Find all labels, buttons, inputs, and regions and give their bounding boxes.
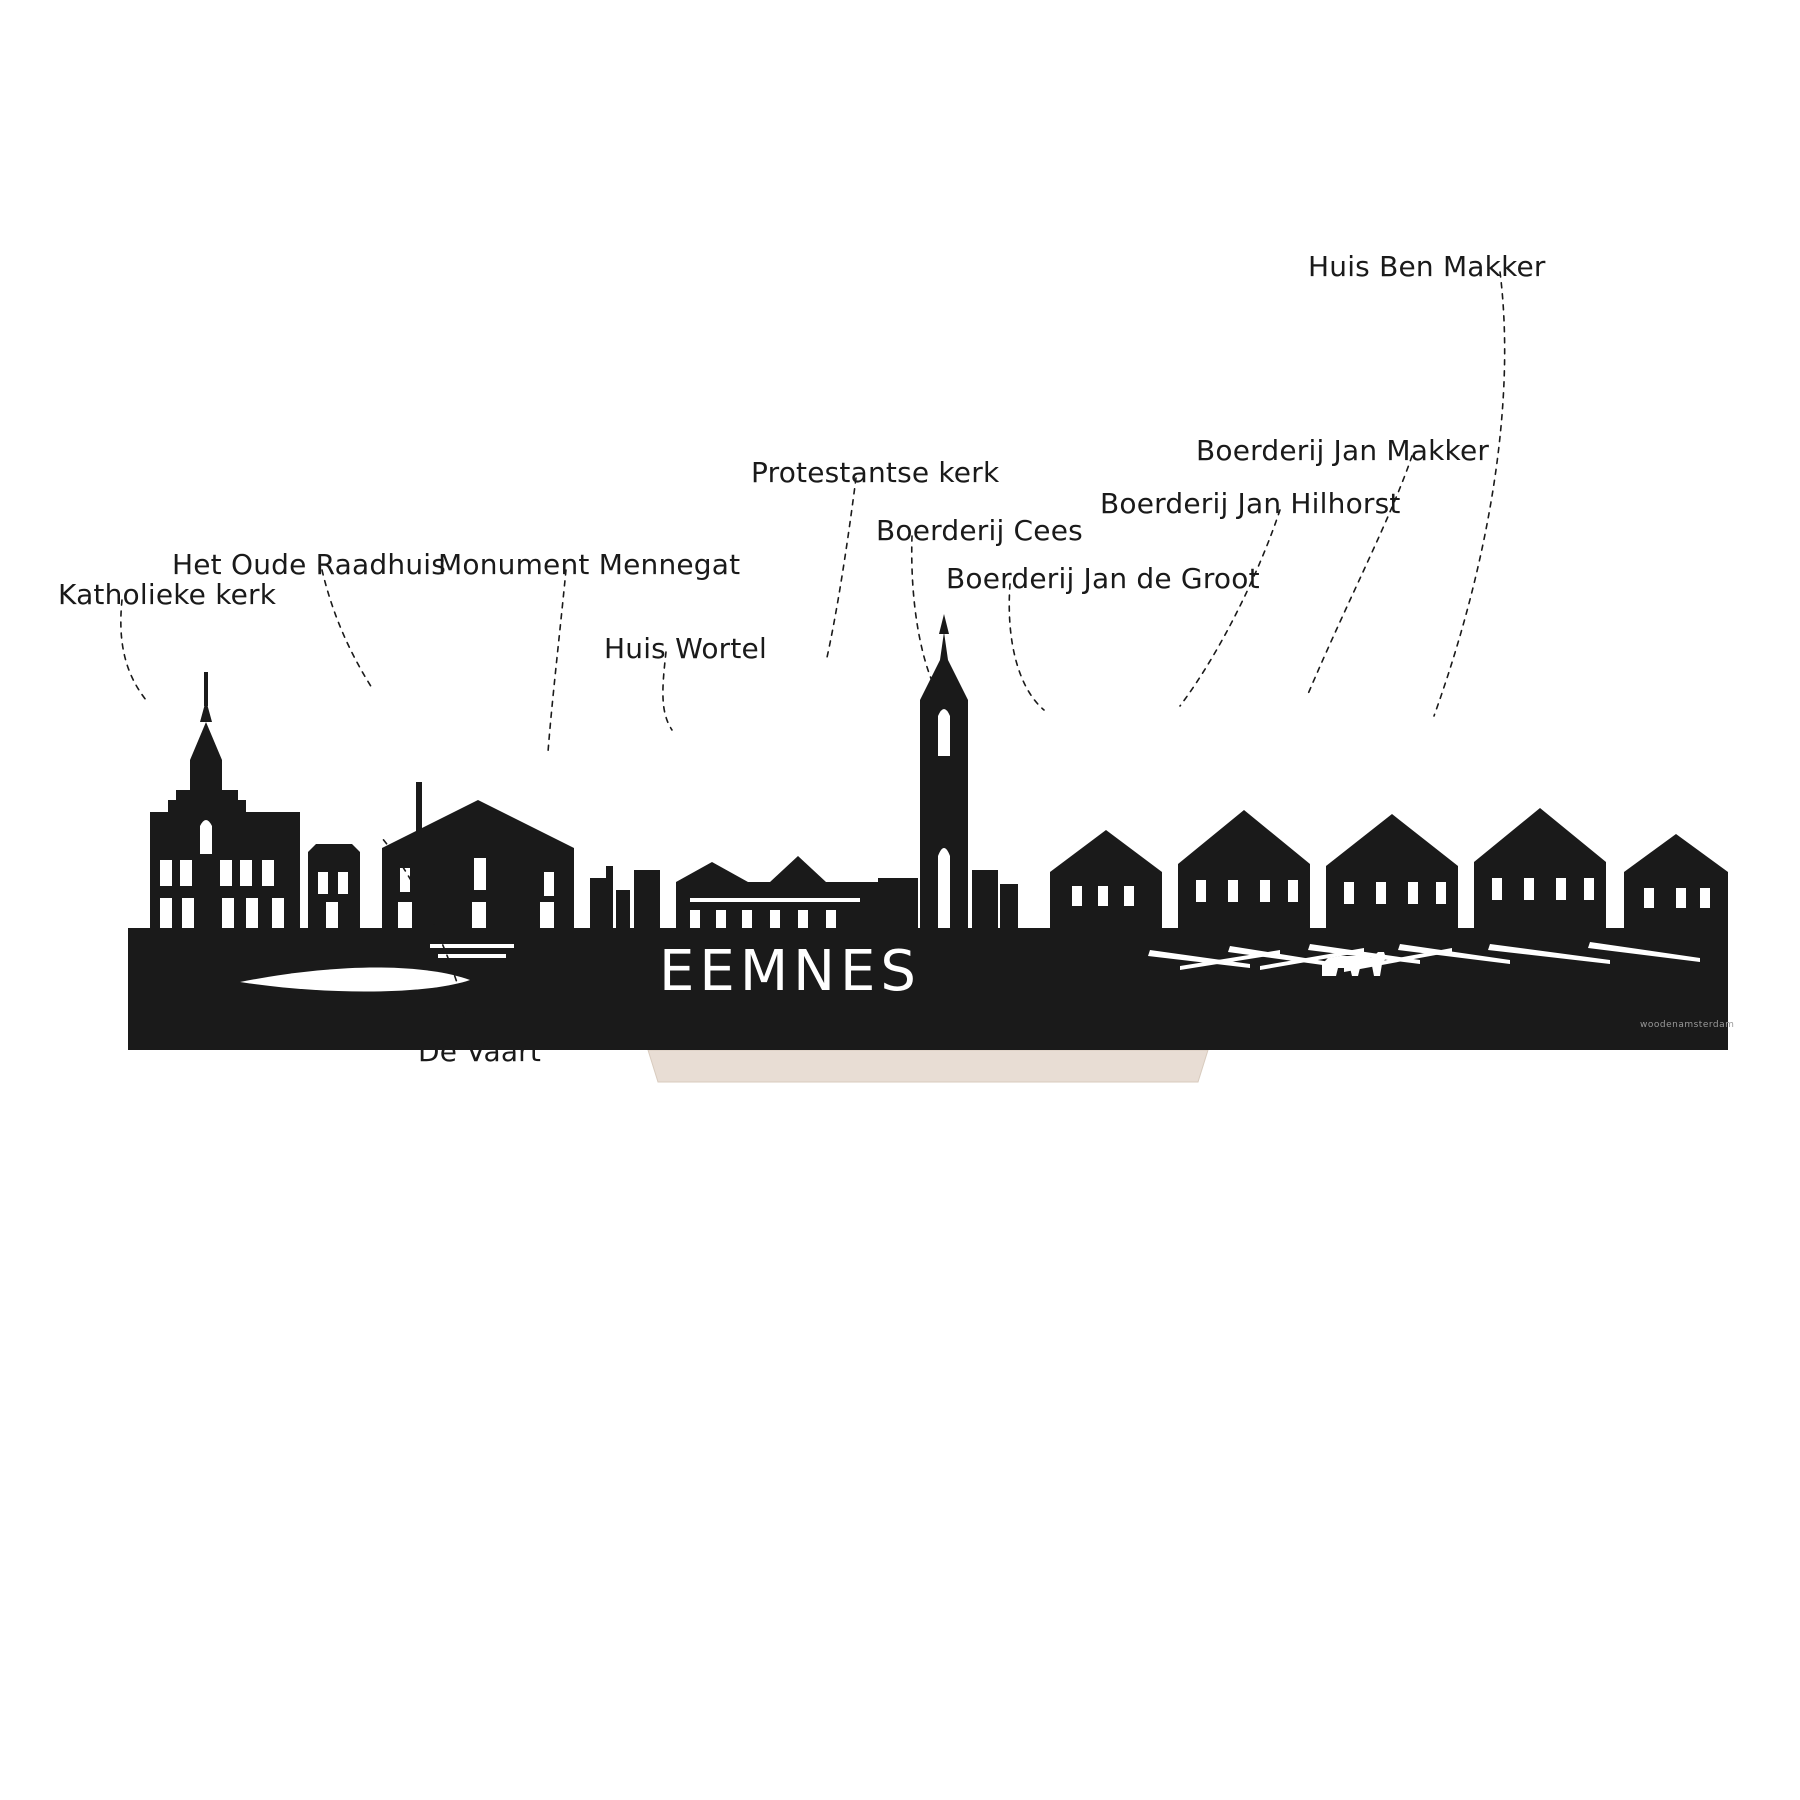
label-katholieke-kerk: Katholieke kerk (58, 578, 277, 611)
brand-mark: woodenamsterdam (1640, 1020, 1735, 1030)
label-boerderij-jan-de-groot: Boerderij Jan de Groot (946, 562, 1260, 595)
label-protestantse-kerk: Protestantse kerk (751, 456, 1000, 489)
line-protestantse-kerk (826, 478, 856, 662)
line-huis-ben-makker (1434, 272, 1505, 716)
label-huis-ben-makker: Huis Ben Makker (1308, 250, 1546, 283)
base-plate (648, 1050, 1208, 1082)
city-name-cutout: EEMNES (659, 939, 921, 1004)
line-het-oude-raadhuis (322, 570, 372, 688)
line-katholieke-kerk (121, 600, 146, 700)
label-huis-wortel: Huis Wortel (604, 632, 767, 665)
label-boerderij-cees: Boerderij Cees (876, 514, 1083, 547)
line-boerderij-jan-hilhorst (1180, 510, 1280, 706)
label-boerderij-jan-hilhorst: Boerderij Jan Hilhorst (1100, 487, 1401, 520)
line-monument-mennegat (548, 570, 566, 752)
label-monument-mennegat: Monument Mennegat (438, 548, 741, 581)
label-boerderij-jan-makker: Boerderij Jan Makker (1196, 434, 1490, 467)
label-het-oude-raadhuis: Het Oude Raadhuis (172, 548, 447, 581)
line-boerderij-cees (912, 536, 938, 694)
label-de-vaart: De Vaart (418, 1035, 542, 1068)
line-boerderij-jan-de-groot (1009, 584, 1044, 710)
